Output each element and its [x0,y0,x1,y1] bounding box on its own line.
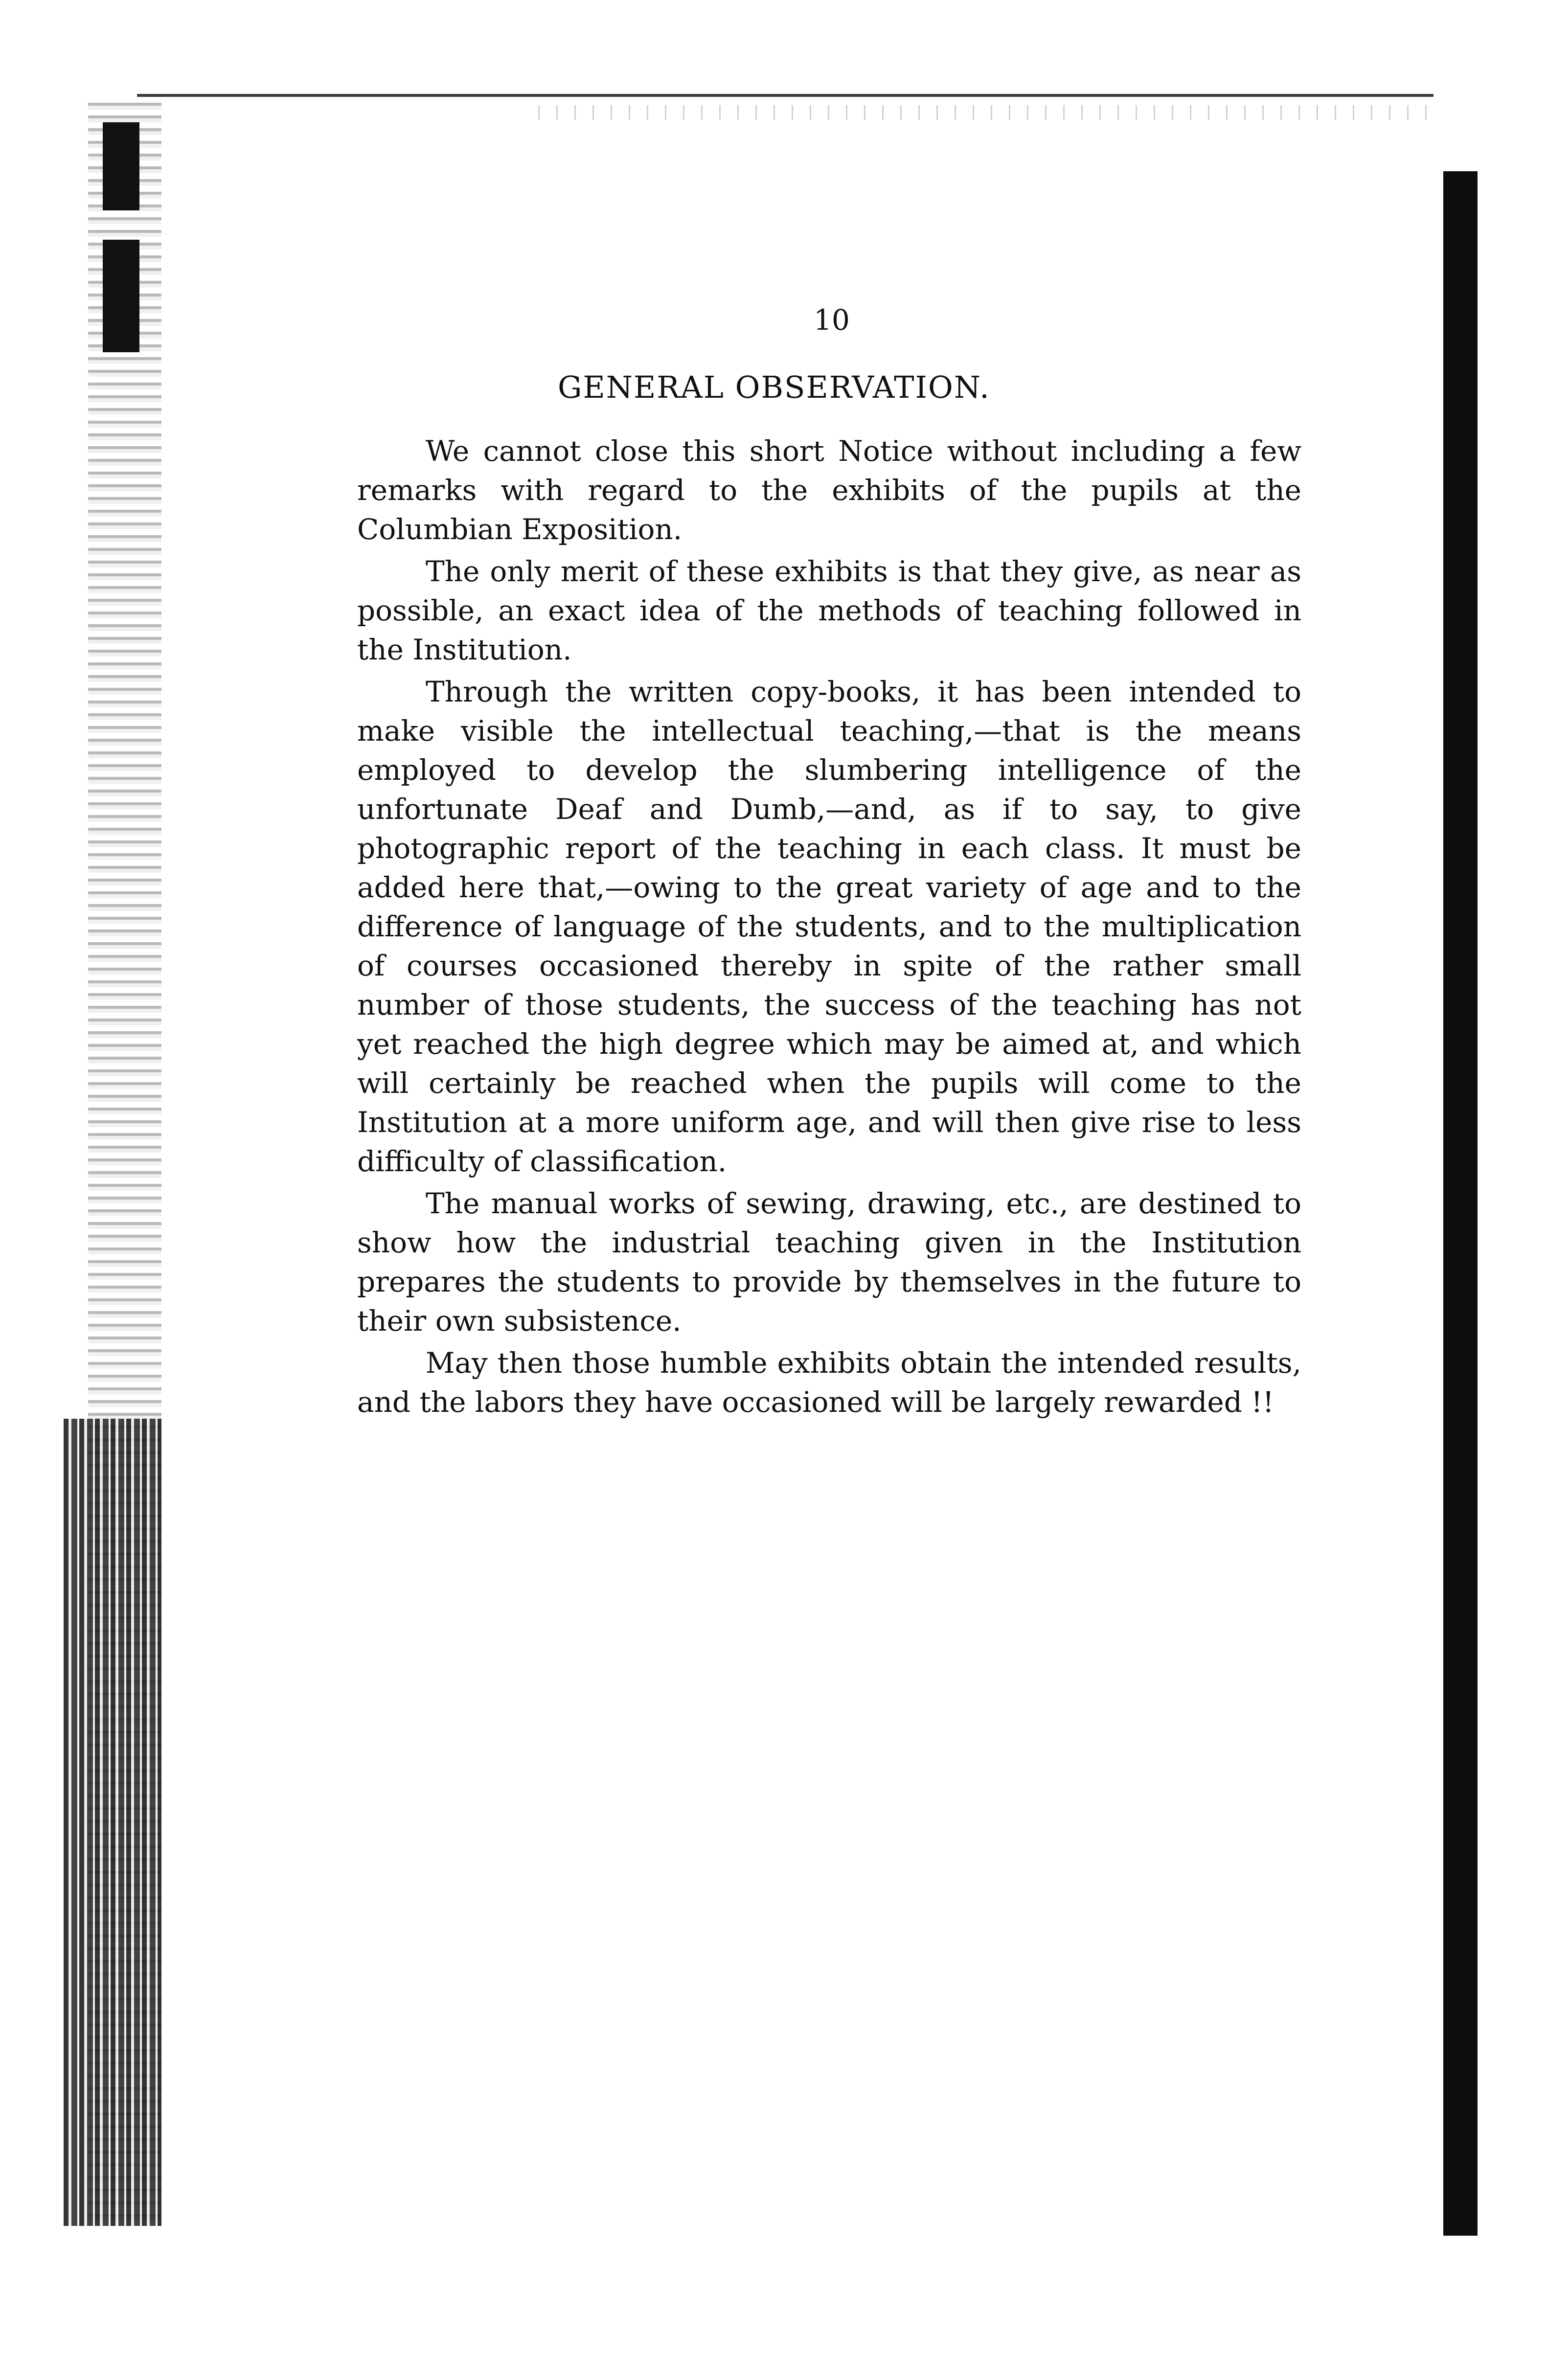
paragraph: The manual works of sewing, drawing, etc., are destined to show how the industrial teaching given in the Institution prepares the students to provide by themselves in the future to their own subsistence. [357,1187,1301,1337]
scan-edge-right [1443,171,1478,2236]
paragraph: May then those humble exhibits obtain the intended results, and the labors they have occasioned will be largely rewarded !! [357,1346,1301,1419]
scan-edge-top [137,94,1433,97]
paragraph: Through the written copy-books, it has been intended to make visible the intellectual teaching,—that is the means employed to develop the slumbering intelligence of the unfortunate Deaf and Dumb,—and, as if to say, to give photographic report of the teaching in each class. It must be added here that,—owing to the great variety of age and to the difference of language of the students, and to the multiplication of courses occasioned thereby in spite of the rather small number of those students, the success of the teaching has not yet reached the high degree which may be aimed at, and which will certainly be reached when the pupils will come to the Institution at a more uniform age, and will then give rise to less difficulty of classification. [357,675,1301,1178]
scan-mark-left-bottom [64,1419,161,2226]
scan-noise-top [538,105,1443,120]
section-heading: GENERAL OBSERVATION. [558,369,990,405]
paragraph: We cannot close this short Notice without including a few remarks with regard to the exhibits of the pupils at the Columbian Exposition. [357,434,1301,546]
page-number: 10 [814,303,850,337]
scan-mark-left-2 [103,240,139,352]
body-text [357,431,1301,1425]
scan-mark-left-1 [103,122,139,210]
paragraph: The only merit of these exhibits is that they give, as near as possible, an exact idea of the methods of teaching followed in the Institution. [357,555,1301,666]
